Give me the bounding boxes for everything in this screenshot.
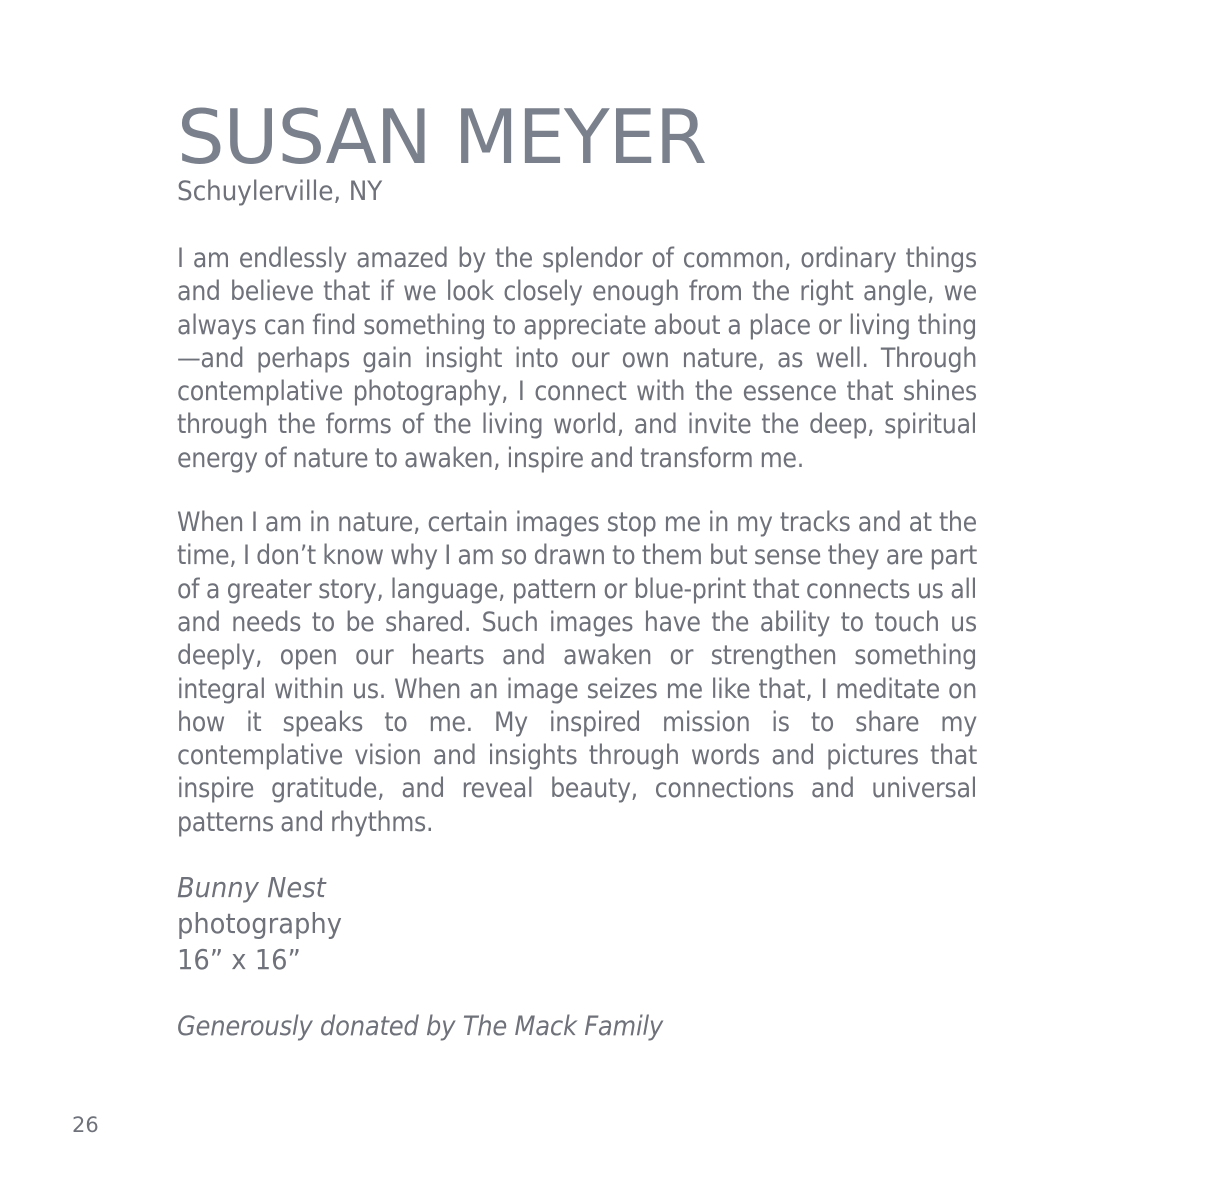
artwork-details — [177, 870, 977, 978]
artwork-medium: photography — [177, 907, 342, 941]
artist-statement — [177, 242, 977, 839]
artist-location: Schuylerville, NY — [177, 176, 383, 207]
statement-paragraph-1: I am endlessly amazed by the splendor of common, ordinary things and believe that if we look closely enough from the right angle, we always can find something to appreciate about a place or living thing—and perhaps gain insight into our own nature, as well. Through contemplative photography, I connect with the essence that shines through the forms of the living world, and invite the deep, spiritual energy of nature to awaken, inspire and transform me. — [177, 243, 977, 474]
artwork-title: Bunny Nest — [177, 871, 326, 905]
page-number: 26 — [72, 1113, 99, 1137]
statement-paragraph-2: When I am in nature, certain images stop me in my tracks and at the time, I don’t know why I am so drawn to them but sense they are part of a greater story, language, pattern or blue-print that connects us all and needs to be shared. Such images have the ability to touch us deeply, open our hearts and awaken or strengthen something integral within us. When an image seizes me like that, I meditate on how it speaks to me. My inspired mission is to share my contemplative vision and insights through words and pictures that inspire gratitude, and reveal beauty, connections and universal patterns and rhythms. — [177, 507, 977, 838]
artwork-dimensions: 16” x 16” — [177, 943, 301, 977]
artist-entry — [177, 93, 977, 1045]
donation-credit: Generously donated by The Mack Family — [177, 1011, 664, 1043]
artist-name: SUSAN MEYER — [177, 93, 707, 181]
